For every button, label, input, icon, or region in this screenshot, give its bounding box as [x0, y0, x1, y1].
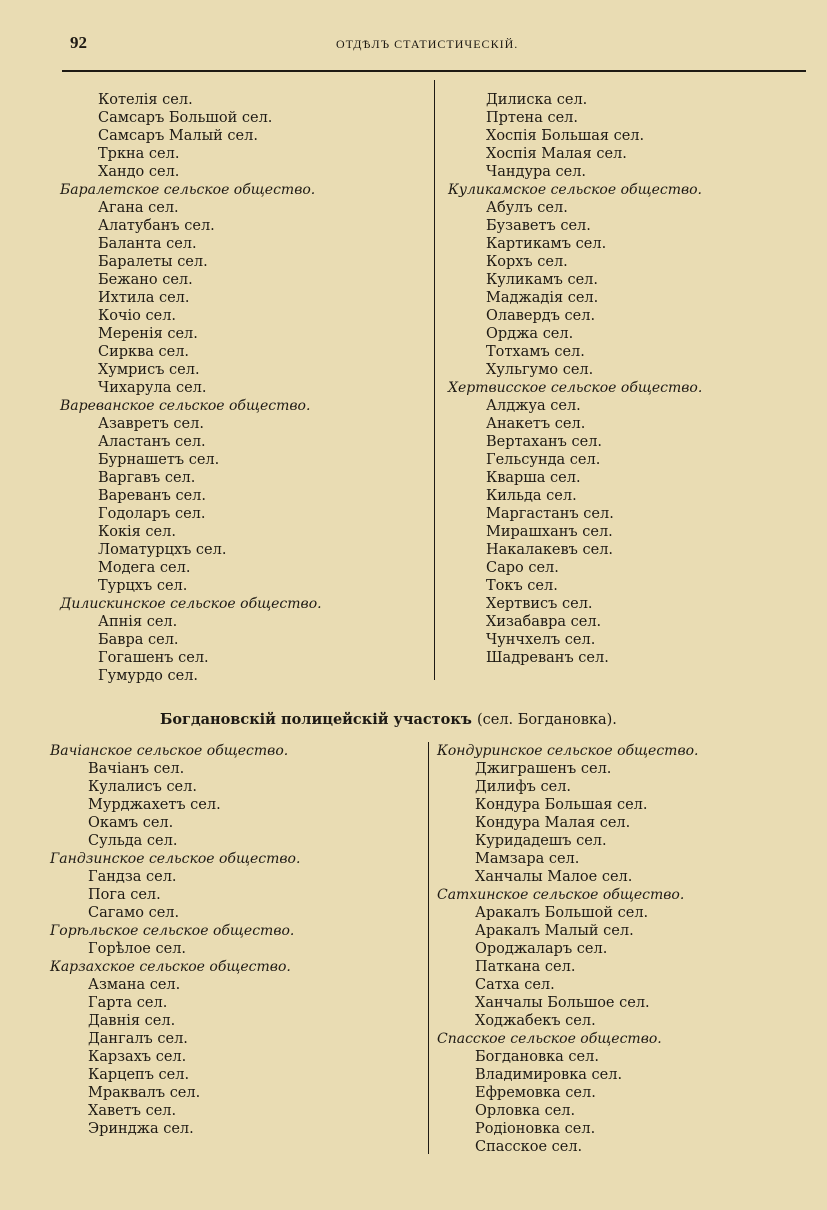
village-item: Пога сел. [88, 887, 161, 903]
society-heading: Дилискинское сельское общество. [60, 596, 322, 612]
section-title-sub: (сел. Богдановка). [476, 712, 617, 728]
village-item: Баралеты сел. [98, 254, 208, 270]
society-heading: Горѣльское сельское общество. [50, 923, 295, 939]
village-item: Гельсунда сел. [486, 452, 601, 468]
village-item: Мурджахетъ сел. [88, 797, 221, 813]
village-item: Давнія сел. [88, 1013, 176, 1029]
village-item: Хертвисъ сел. [486, 596, 593, 612]
village-item: Алджуа сел. [486, 398, 581, 414]
village-item: Азавретъ сел. [98, 416, 204, 432]
society-heading: Кондуринское сельское общество. [437, 743, 699, 759]
society-heading: Хертвисское сельское общество. [448, 380, 703, 396]
village-item: Бежано сел. [98, 272, 193, 288]
village-item: Абулъ сел. [486, 200, 568, 216]
village-item: Кондура Большая сел. [475, 797, 648, 813]
village-item: Модега сел. [98, 560, 191, 576]
village-item: Дилиска сел. [486, 92, 588, 108]
society-heading: Вареванское сельское общество. [60, 398, 311, 414]
running-title: ОТДѢЛЪ СТАТИСТИЧЕСКІЙ. [336, 37, 519, 51]
header-rule [62, 70, 806, 72]
page-number: 92 [70, 33, 87, 52]
village-item: Котелія сел. [98, 92, 193, 108]
village-item: Владимировка сел. [475, 1067, 623, 1083]
society-heading: Баралетское сельское общество. [60, 182, 316, 198]
village-item: Агана сел. [98, 200, 179, 216]
village-item: Гарта сел. [88, 995, 168, 1011]
society-heading: Вачіанское сельское общество. [50, 743, 289, 759]
village-item: Алатубанъ сел. [98, 218, 215, 234]
village-item: Тотхамъ сел. [486, 344, 585, 360]
village-item: Карцепъ сел. [88, 1067, 190, 1083]
village-item: Хульгумо сел. [486, 362, 594, 378]
village-item: Ломатурцхъ сел. [98, 542, 227, 558]
village-item: Маргастанъ сел. [486, 506, 614, 522]
village-item: Корхъ сел. [486, 254, 568, 270]
village-item: Дангалъ сел. [88, 1031, 188, 1047]
village-item: Бузаветъ сел. [486, 218, 591, 234]
village-item: Гандза сел. [88, 869, 177, 885]
village-item: Хандо сел. [98, 164, 180, 180]
section-title-main: Богдановскій полицейскій участокъ [160, 711, 472, 728]
village-item: Шадреванъ сел. [486, 650, 609, 666]
village-item: Пртена сел. [486, 110, 578, 126]
village-item: Горѣлое сел. [88, 941, 187, 957]
village-item: Хизабавра сел. [486, 614, 602, 630]
village-item: Анакетъ сел. [486, 416, 586, 432]
lower-left-column [50, 742, 420, 1138]
village-item: Варгавъ сел. [98, 470, 196, 486]
society-heading: Карзахское сельское общество. [50, 959, 291, 975]
village-item: Вертаханъ сел. [486, 434, 603, 450]
village-item: Карзахъ сел. [88, 1049, 187, 1065]
village-item: Чунчхелъ сел. [486, 632, 596, 648]
village-item: Джиграшенъ сел. [475, 761, 612, 777]
village-item: Ходжабекъ сел. [475, 1013, 596, 1029]
village-item: Мамзара сел. [475, 851, 580, 867]
village-item: Эринджа сел. [88, 1121, 194, 1137]
village-item: Гогашенъ сел. [98, 650, 209, 666]
village-item: Сатха сел. [475, 977, 555, 993]
village-item: Сирква сел. [98, 344, 190, 360]
village-item: Ихтила сел. [98, 290, 190, 306]
village-item: Кондура Малая сел. [475, 815, 631, 831]
lower-right-column [437, 742, 807, 1156]
village-item: Картикамъ сел. [486, 236, 607, 252]
village-item: Бавра сел. [98, 632, 179, 648]
village-item: Спасское сел. [475, 1139, 583, 1155]
village-item: Самсаръ Малый сел. [98, 128, 258, 144]
village-item: Сульда сел. [88, 833, 178, 849]
village-item: Ханчалы Малое сел. [475, 869, 633, 885]
village-item: Мирашханъ сел. [486, 524, 613, 540]
village-item: Хумрисъ сел. [98, 362, 200, 378]
village-item: Аластанъ сел. [98, 434, 206, 450]
village-item: Кварша сел. [486, 470, 581, 486]
village-item: Орджа сел. [486, 326, 574, 342]
village-item: Ефремовка сел. [475, 1085, 596, 1101]
village-item: Ороджаларъ сел. [475, 941, 608, 957]
village-item: Маджадія сел. [486, 290, 599, 306]
village-item: Меренія сел. [98, 326, 198, 342]
village-item: Саро сел. [486, 560, 559, 576]
village-item: Мраквалъ сел. [88, 1085, 201, 1101]
village-item: Чандура сел. [486, 164, 587, 180]
village-item: Чихарула сел. [98, 380, 207, 396]
village-item: Куликамъ сел. [486, 272, 598, 288]
village-item: Вачіанъ сел. [88, 761, 185, 777]
village-item: Самсаръ Большой сел. [98, 110, 273, 126]
village-item: Орловка сел. [475, 1103, 576, 1119]
village-item: Кильда сел. [486, 488, 577, 504]
village-item: Хоспія Малая сел. [486, 146, 627, 162]
society-heading: Сатхинское сельское общество. [437, 887, 685, 903]
village-item: Накалакевъ сел. [486, 542, 614, 558]
village-item: Паткана сел. [475, 959, 576, 975]
society-heading: Куликамское сельское общество. [448, 182, 703, 198]
village-item: Богдановка сел. [475, 1049, 599, 1065]
village-item: Сагамо сел. [88, 905, 180, 921]
society-heading: Гандзинское сельское общество. [50, 851, 301, 867]
village-item: Родіоновка сел. [475, 1121, 596, 1137]
village-item: Кокія сел. [98, 524, 176, 540]
village-item: Хоспія Большая сел. [486, 128, 645, 144]
village-item: Аракалъ Большой сел. [475, 905, 649, 921]
lower-column-divider [428, 742, 429, 1154]
society-heading: Спасское сельское общество. [437, 1031, 662, 1047]
village-item: Вареванъ сел. [98, 488, 206, 504]
village-item: Окамъ сел. [88, 815, 174, 831]
village-item: Годоларъ сел. [98, 506, 206, 522]
upper-column-divider [434, 80, 435, 680]
village-item: Тркна сел. [98, 146, 180, 162]
village-item: Бурнашетъ сел. [98, 452, 220, 468]
village-item: Ханчалы Большое сел. [475, 995, 650, 1011]
village-item: Токъ сел. [486, 578, 558, 594]
village-item: Олавердъ сел. [486, 308, 596, 324]
village-item: Азмана сел. [88, 977, 181, 993]
village-item: Кулалисъ сел. [88, 779, 197, 795]
village-item: Аракалъ Малый сел. [475, 923, 634, 939]
village-item: Дилифъ сел. [475, 779, 572, 795]
village-item: Апнія сел. [98, 614, 178, 630]
village-item: Куридадешъ сел. [475, 833, 607, 849]
upper-right-column [448, 91, 818, 667]
village-item: Гумурдо сел. [98, 668, 199, 684]
village-item: Кочіо сел. [98, 308, 177, 324]
village-item: Баланта сел. [98, 236, 197, 252]
village-item: Хаветъ сел. [88, 1103, 177, 1119]
section-title [160, 711, 617, 728]
upper-left-column [60, 91, 430, 685]
village-item: Турцхъ сел. [98, 578, 188, 594]
